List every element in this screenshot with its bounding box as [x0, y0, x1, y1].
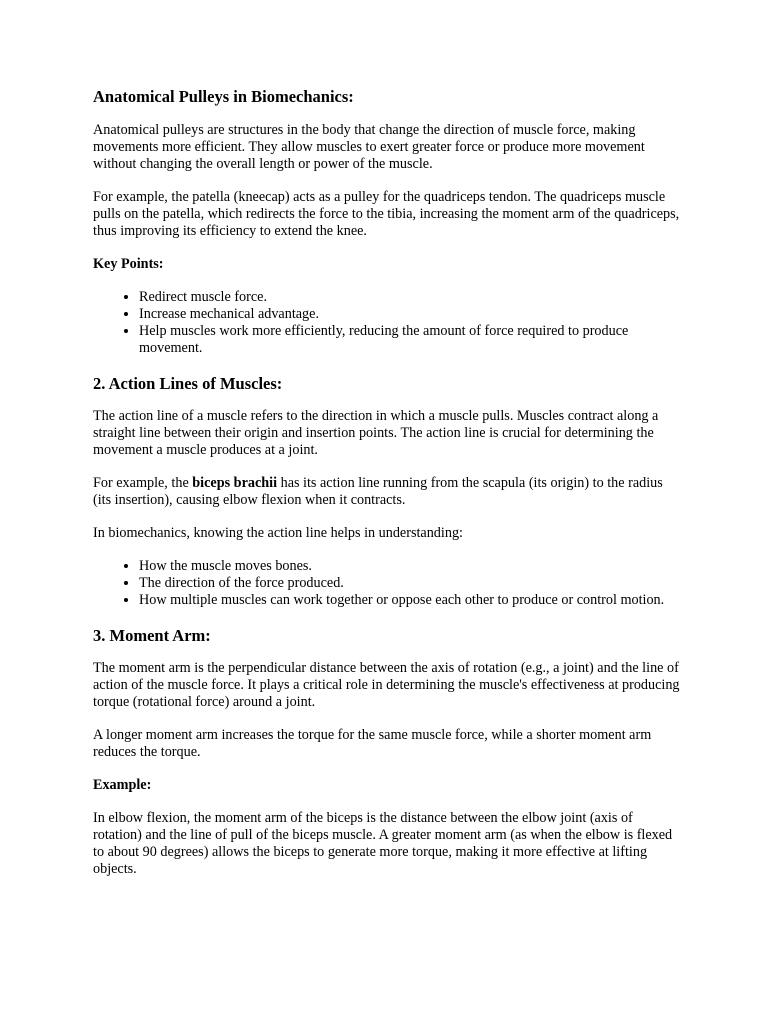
list-item: • Increase mechanical advantage. — [139, 306, 683, 323]
action-line-list — [93, 558, 683, 609]
section-3-title: 3. Moment Arm: — [93, 626, 211, 645]
section-3-paragraph-3: In elbow flexion, the moment arm of the biceps is the distance between the elbow joint (axis of rotation) and the line of pull of the biceps muscle. A greater moment arm (as when the elbow is flexed to about 90 degrees) allows the biceps to generate more torque, making it more effective at lifting objects. — [93, 810, 673, 877]
list-item: • How the muscle moves bones. — [139, 558, 683, 575]
section-1-paragraph-1: Anatomical pulleys are structures in the body that change the direction of muscle force, making movements more efficient. They allow muscles to exert greater force or produce more movement without changing the overall length or power of the muscle. — [93, 122, 645, 172]
section-2-paragraph-3: In biomechanics, knowing the action line helps in understanding: — [93, 525, 463, 541]
list-item: • Help muscles work more efficiently, reducing the amount of force required to produce movement. — [139, 323, 683, 357]
example-label: Example: — [93, 777, 152, 793]
list-item: • The direction of the force produced. — [139, 575, 683, 592]
paragraph-text: For example, the — [93, 475, 193, 491]
key-points-label: Key Points: — [93, 256, 164, 272]
list-item: • Redirect muscle force. — [139, 289, 683, 306]
section-1-paragraph-2: For example, the patella (kneecap) acts as a pulley for the quadriceps tendon. The quadriceps muscle pulls on the patella, which redirects the force to the tibia, increasing the moment arm of the quadriceps, thus improving its efficiency to extend the knee. — [93, 189, 680, 239]
section-2-paragraph-1: The action line of a muscle refers to the direction in which a muscle pulls. Muscles contract along a straight line between their origin and insertion points. The action line is crucial for determining the movement a muscle produces at a joint. — [93, 408, 659, 458]
section-3-paragraph-2: A longer moment arm increases the torque for the same muscle force, while a shorter moment arm reduces the torque. — [93, 727, 652, 760]
key-points-list — [93, 289, 683, 357]
biceps-brachii-term: biceps brachii — [192, 475, 278, 491]
paragraph-text: has its action line running from the scapula (its origin) to the radius (its insertion), causing elbow flexion when it contracts. — [93, 475, 663, 508]
list-item: • How multiple muscles can work together or oppose each other to produce or control motion. — [139, 592, 683, 609]
document-page — [93, 86, 683, 894]
section-2-paragraph-2 — [93, 475, 683, 509]
section-2-title: 2. Action Lines of Muscles: — [93, 374, 283, 393]
section-1-title: Anatomical Pulleys in Biomechanics: — [93, 87, 354, 106]
section-3-paragraph-1: The moment arm is the perpendicular distance between the axis of rotation (e.g., a joint) and the line of action of the muscle force. It plays a critical role in determining the muscle's effectiveness at producing torque (rotational force) around a joint. — [93, 660, 680, 710]
